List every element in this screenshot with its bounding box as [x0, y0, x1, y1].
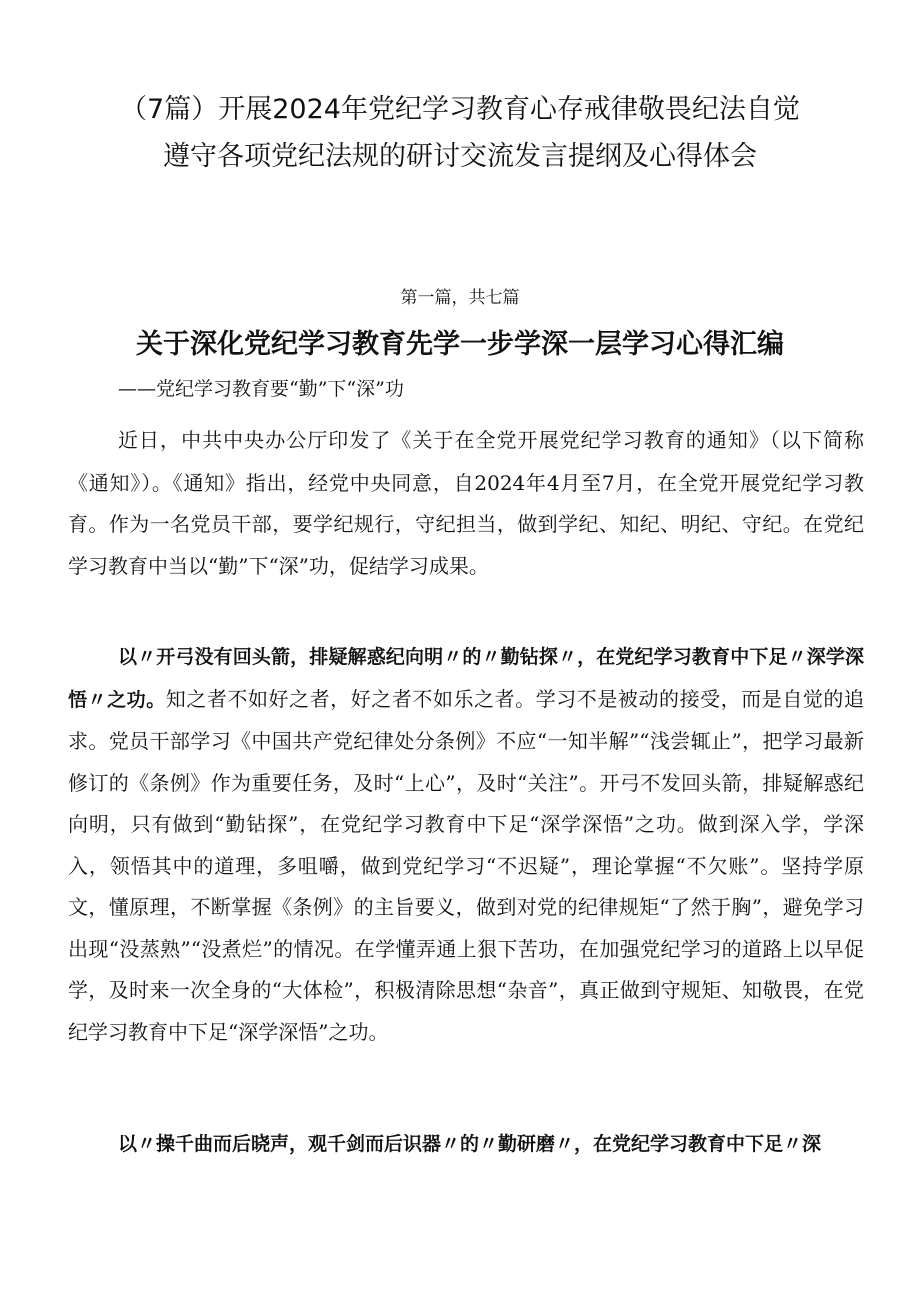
paragraph-2-body: 知之者不如好之者，好之者不如乐之者。学习不是被动的接受，而是自觉的追求。党员干部学习《中国共产党纪律处分条例》不应“一知半解”“浅尝辄止”，把学习最新修订的《条例》作为重要任务，及时“上心”，及时“关注”。开弓不发回头箭，排疑解惑纪向明，只有做到“勤钻探”，在党纪学习教育中下足“深学深悟”之功。做到深入学，学深入，领悟其中的道理，多咀嚼，做到党纪学习“不迟疑”，理论掌握“不欠账”。坚持学原文，懂原理，不断掌握《条例》的主旨要义，做到对党的纪律规矩“了然于胸”，避免学习出现“没蒸熟”“没煮烂”的情况。在学懂弄通上狠下苦功，在加强党纪学习的道路上以早促学，及时来一次全身的“大体检”，积极清除思想“杂音”，真正做到守规矩、知敬畏，在党纪学习教育中下足“深学深悟”之功。 [68, 686, 864, 1044]
article-title: 关于深化党纪学习教育先学一步学深一层学习心得汇编 [136, 329, 784, 360]
paragraph-3-lead: 以〃操千曲而后晓声，观千剑而后识器〃的〃勤研磨〃，在党纪学习教育中下足〃深 [118, 1133, 822, 1155]
part-label: 第一篇，共七篇 [400, 288, 520, 308]
paragraph-3 [68, 1123, 864, 1166]
paragraph-2-lead: 以〃开弓没有回头箭，排疑解惑纪向明〃的〃勤钻探〃，在党纪学习教育中下足〃深学深悟〃之功。 [68, 646, 864, 711]
paragraph-1 [68, 420, 864, 587]
document-title: （7篇）开展2024年党纪学习教育心存戒律敬畏纪法自觉遵守各项党纪法规的研讨交流发言提纲及心得体会 [120, 94, 800, 172]
paragraph-1-body: 近日，中共中央办公厅印发了《关于在全党开展党纪学习教育的通知》（以下简称《通知》）。《通知》指出，经党中央同意，自2024年4月至7月，在全党开展党纪学习教育。作为一名党员干部，要学纪规行，守纪担当，做到学纪、知纪、明纪、守纪。在党纪学习教育中当以“勤”下“深”功，促结学习成果。 [68, 428, 864, 578]
paragraph-2 [68, 636, 864, 1053]
article-byline: ——党纪学习教育要“勤”下“深”功 [118, 378, 404, 400]
